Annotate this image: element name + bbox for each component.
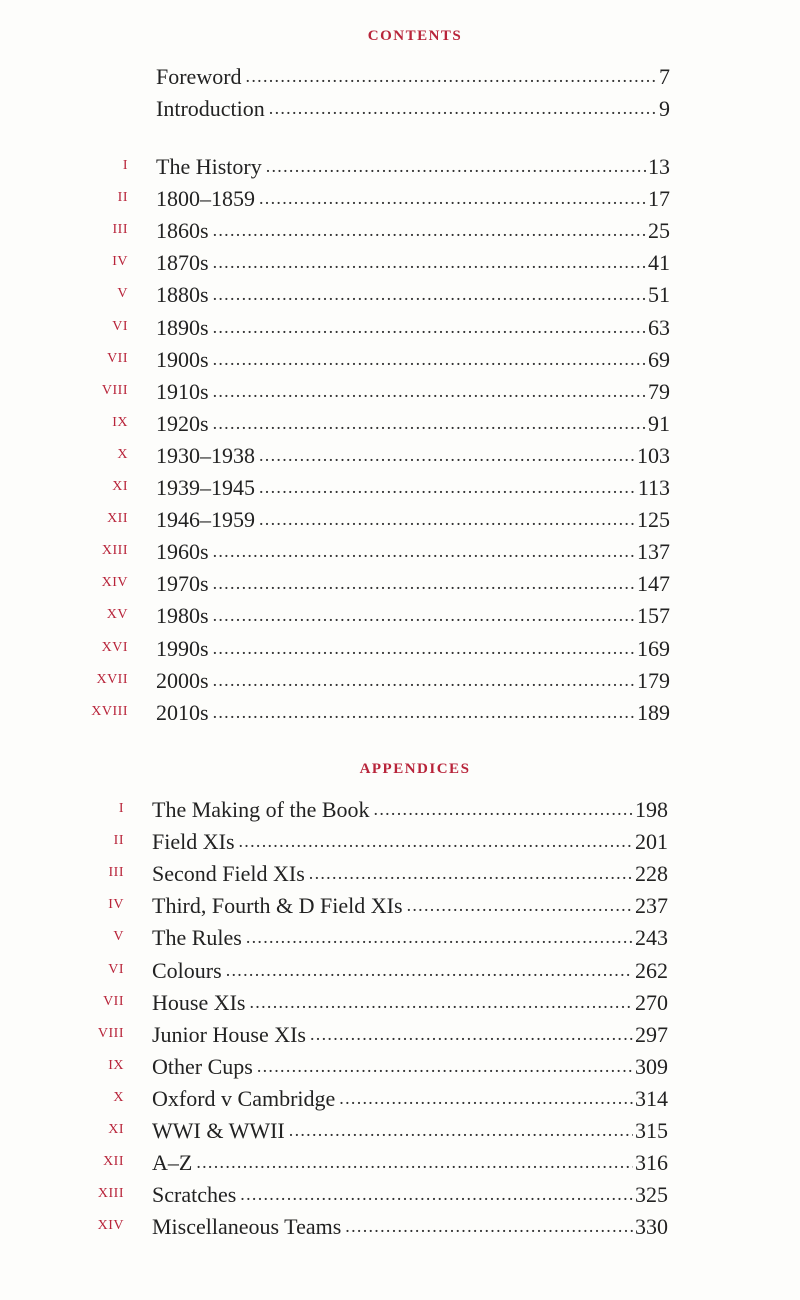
toc-entry[interactable] bbox=[0, 1052, 800, 1080]
toc-entry[interactable] bbox=[0, 666, 800, 694]
entry-title: The Making of the Book bbox=[152, 797, 370, 822]
toc-entry[interactable] bbox=[0, 988, 800, 1016]
toc-entry[interactable] bbox=[0, 827, 800, 855]
toc-entry[interactable] bbox=[0, 473, 800, 501]
dot-leader bbox=[266, 156, 646, 177]
dot-leader bbox=[213, 541, 635, 562]
entry-numeral: XIV bbox=[97, 1218, 124, 1234]
toc-entry[interactable] bbox=[0, 859, 800, 887]
entry-title: Scratches bbox=[152, 1182, 237, 1208]
entry-numeral: XII bbox=[103, 1154, 124, 1170]
entry-numeral: IX bbox=[112, 414, 128, 430]
entry-title: Colours bbox=[152, 957, 222, 983]
entry-title: The History bbox=[156, 154, 262, 179]
toc-entry[interactable] bbox=[0, 698, 800, 726]
entry-page: 297 bbox=[635, 1021, 668, 1047]
toc-entry[interactable] bbox=[0, 795, 800, 823]
entry-page: 113 bbox=[637, 475, 670, 500]
entry-title: Miscellaneous Teams bbox=[152, 1214, 342, 1240]
dot-leader bbox=[226, 960, 633, 981]
entry-page: 13 bbox=[648, 154, 670, 179]
dot-leader bbox=[213, 670, 635, 691]
toc-entry[interactable] bbox=[0, 152, 800, 180]
dot-leader bbox=[269, 98, 657, 119]
toc-entry[interactable] bbox=[0, 313, 800, 341]
entry-page: 179 bbox=[637, 667, 670, 693]
entry-numeral: XVIII bbox=[91, 703, 128, 719]
toc-entry[interactable] bbox=[0, 891, 800, 919]
entry-numeral: VII bbox=[107, 350, 128, 366]
entry-numeral: XI bbox=[108, 1122, 124, 1137]
entry-title: Junior House XIs bbox=[152, 1021, 306, 1047]
entry-numeral: XVII bbox=[96, 671, 128, 687]
entry-numeral: IV bbox=[108, 897, 124, 913]
toc-entry[interactable] bbox=[0, 634, 800, 662]
entry-numeral: VIII bbox=[97, 1025, 124, 1041]
dot-leader bbox=[246, 927, 633, 948]
entry-numeral: II bbox=[117, 190, 128, 206]
entry-title: 1960s bbox=[156, 539, 209, 565]
entry-page: 309 bbox=[635, 1053, 668, 1079]
entry-title: Foreword bbox=[156, 64, 242, 89]
toc-entry[interactable] bbox=[0, 216, 800, 244]
toc-entry[interactable] bbox=[0, 1116, 800, 1144]
entry-numeral: I bbox=[122, 158, 128, 173]
entry-numeral: III bbox=[112, 222, 128, 238]
entry-title: Oxford v Cambridge bbox=[152, 1085, 336, 1111]
entry-page: 63 bbox=[648, 314, 670, 340]
dot-leader bbox=[213, 284, 646, 305]
entry-page: 147 bbox=[637, 571, 670, 597]
entry-numeral: XIV bbox=[101, 575, 128, 591]
entry-numeral: VII bbox=[103, 993, 124, 1009]
entry-numeral: VIII bbox=[101, 382, 128, 398]
dot-leader bbox=[239, 831, 634, 852]
entry-title: Introduction bbox=[156, 96, 265, 121]
entry-page: 137 bbox=[637, 539, 670, 565]
entry-title: 1890s bbox=[156, 314, 209, 340]
entry-page: 228 bbox=[635, 861, 668, 887]
entry-numeral: XIII bbox=[97, 1186, 124, 1202]
toc-entry[interactable] bbox=[0, 505, 800, 533]
entry-page: 314 bbox=[635, 1085, 668, 1111]
entry-page: 9 bbox=[659, 96, 670, 121]
entry-numeral: I bbox=[118, 801, 124, 816]
entry-page: 125 bbox=[637, 507, 670, 533]
entry-title: House XIs bbox=[152, 989, 246, 1015]
entry-title: 2010s bbox=[156, 699, 209, 725]
entry-page: 69 bbox=[648, 346, 670, 372]
toc-entry[interactable] bbox=[0, 409, 800, 437]
entry-page: 201 bbox=[635, 829, 668, 855]
toc-entry-introduction[interactable] bbox=[0, 94, 800, 122]
entry-title: Other Cups bbox=[152, 1053, 253, 1079]
entry-title: 1800–1859 bbox=[156, 186, 255, 212]
entry-title: 1939–1945 bbox=[156, 475, 255, 500]
dot-leader bbox=[213, 605, 635, 626]
dot-leader bbox=[213, 317, 646, 338]
toc-entry[interactable] bbox=[0, 956, 800, 984]
appendices-heading: APPENDICES bbox=[359, 761, 471, 777]
entry-title: 1946–1959 bbox=[156, 507, 255, 533]
toc-entry[interactable] bbox=[0, 280, 800, 308]
dot-leader bbox=[345, 1216, 633, 1237]
entry-title: A–Z bbox=[152, 1150, 193, 1176]
toc-entry[interactable] bbox=[0, 1020, 800, 1048]
toc-entry-foreword[interactable] bbox=[0, 62, 800, 90]
contents-heading: CONTENTS bbox=[367, 28, 463, 44]
entry-page: 237 bbox=[635, 893, 668, 919]
dot-leader bbox=[213, 381, 646, 402]
toc-entry[interactable] bbox=[0, 1180, 800, 1208]
toc-entry[interactable] bbox=[0, 248, 800, 276]
toc-entry[interactable] bbox=[0, 1212, 800, 1240]
toc-entry[interactable] bbox=[0, 441, 800, 469]
toc-entry[interactable] bbox=[0, 601, 800, 629]
dot-leader bbox=[213, 702, 635, 723]
entry-page: 91 bbox=[648, 410, 670, 436]
entry-title: Second Field XIs bbox=[152, 861, 305, 887]
entry-numeral: VI bbox=[112, 318, 128, 334]
entry-numeral: VI bbox=[108, 961, 124, 977]
entry-page: 41 bbox=[648, 250, 670, 276]
entry-numeral: II bbox=[113, 833, 124, 849]
entry-title: 1860s bbox=[156, 218, 209, 244]
entry-title: 1920s bbox=[156, 410, 209, 436]
entry-title: 1970s bbox=[156, 571, 209, 597]
entry-numeral: IV bbox=[112, 254, 128, 270]
dot-leader bbox=[289, 1120, 633, 1141]
entry-numeral: X bbox=[113, 1089, 124, 1105]
entry-page: 79 bbox=[648, 378, 670, 404]
entry-page: 51 bbox=[648, 282, 670, 308]
dot-leader bbox=[213, 252, 646, 273]
dot-leader bbox=[250, 992, 634, 1013]
dot-leader bbox=[213, 413, 646, 434]
entry-page: 103 bbox=[637, 442, 670, 468]
dot-leader bbox=[310, 1024, 633, 1045]
dot-leader bbox=[213, 220, 646, 241]
entry-title: Field XIs bbox=[152, 829, 235, 855]
entry-page: 17 bbox=[648, 186, 670, 212]
toc-entry[interactable] bbox=[0, 569, 800, 597]
toc-entry[interactable] bbox=[0, 1148, 800, 1176]
entry-title: 1990s bbox=[156, 635, 209, 661]
entry-title: 1900s bbox=[156, 346, 209, 372]
entry-numeral: XIII bbox=[101, 543, 128, 559]
entry-numeral: XVI bbox=[101, 639, 128, 655]
dot-leader bbox=[259, 509, 635, 530]
entry-numeral: X bbox=[117, 446, 128, 462]
entry-numeral: XII bbox=[107, 511, 128, 527]
entry-page: 243 bbox=[635, 925, 668, 951]
entry-title: Third, Fourth & D Field XIs bbox=[152, 893, 403, 919]
entry-numeral: IX bbox=[108, 1057, 124, 1073]
toc-entry[interactable] bbox=[0, 1084, 800, 1112]
entry-page: 315 bbox=[635, 1118, 668, 1143]
dot-leader bbox=[257, 1056, 633, 1077]
entry-page: 270 bbox=[635, 989, 668, 1015]
entry-title: 1930–1938 bbox=[156, 442, 255, 468]
entry-page: 189 bbox=[637, 699, 670, 725]
entry-page: 316 bbox=[635, 1150, 668, 1176]
entry-title: WWI & WWII bbox=[152, 1118, 285, 1143]
toc-entry[interactable] bbox=[0, 184, 800, 212]
entry-page: 169 bbox=[637, 635, 670, 661]
entry-page: 330 bbox=[635, 1214, 668, 1240]
entry-page: 198 bbox=[635, 797, 668, 822]
entry-numeral: III bbox=[108, 865, 124, 881]
entry-title: The Rules bbox=[152, 925, 242, 951]
dot-leader bbox=[259, 445, 635, 466]
dot-leader bbox=[196, 1152, 633, 1173]
dot-leader bbox=[213, 638, 635, 659]
entry-title: 2000s bbox=[156, 667, 209, 693]
dot-leader bbox=[259, 188, 646, 209]
entry-page: 25 bbox=[648, 218, 670, 244]
entry-numeral: XI bbox=[112, 479, 128, 494]
entry-page: 325 bbox=[635, 1182, 668, 1208]
toc-entry[interactable] bbox=[0, 537, 800, 565]
dot-leader bbox=[213, 349, 646, 370]
entry-page: 262 bbox=[635, 957, 668, 983]
toc-entry[interactable] bbox=[0, 345, 800, 373]
toc-entry[interactable] bbox=[0, 377, 800, 405]
dot-leader bbox=[213, 573, 635, 594]
entry-numeral: XV bbox=[106, 607, 128, 623]
entry-title: 1980s bbox=[156, 603, 209, 629]
dot-leader bbox=[246, 66, 657, 87]
entry-title: 1870s bbox=[156, 250, 209, 276]
entry-title: 1910s bbox=[156, 378, 209, 404]
entry-numeral: V bbox=[113, 929, 124, 945]
entry-numeral: V bbox=[117, 286, 128, 302]
dot-leader bbox=[309, 863, 633, 884]
toc-entry[interactable] bbox=[0, 923, 800, 951]
entry-page: 7 bbox=[659, 64, 670, 89]
dot-leader bbox=[339, 1088, 633, 1109]
entry-page: 157 bbox=[637, 603, 670, 629]
entry-title: 1880s bbox=[156, 282, 209, 308]
dot-leader bbox=[407, 895, 633, 916]
dot-leader bbox=[240, 1184, 633, 1205]
dot-leader bbox=[259, 477, 636, 498]
dot-leader bbox=[374, 799, 633, 820]
